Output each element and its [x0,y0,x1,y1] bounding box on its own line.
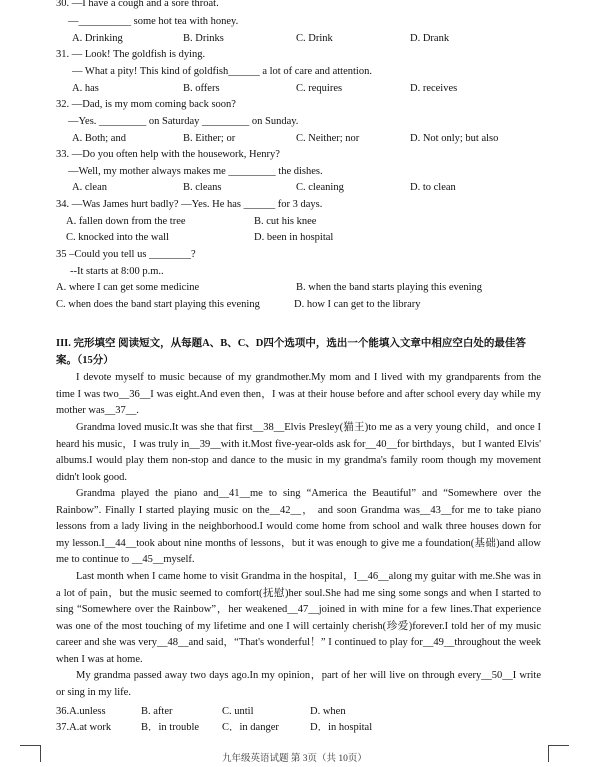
q32-option-c: C. Neither; nor [296,133,360,144]
q33-stem: 33. —Do you often help with the housework, Henry? [56,149,280,160]
passage-paragraph-1: I devote myself to music because of my grandmother.My mom and I lived with my grandparents from the time I was two__36__I was eight.And even then，I was at their house before and after school every day while my mother was__37__. [56,372,541,417]
q33-option-b: B. cleans [183,182,222,193]
q31-stem: 31. — Look! The goldfish is dying. [56,49,206,60]
q35-option-c: C. when does the band start playing this evening [56,299,260,310]
q31-answer-line: — What a pity! This kind of goldfish______ a lot of care and attention. [72,66,372,77]
q34-option-d: D. been in hospital [254,232,334,243]
q34-stem: 34. —Was James hurt badly? —Yes. He has ______ for 3 days. [56,199,323,210]
q30-option-d: D. Drank [410,33,450,44]
q32-option-a: A. Both; and [72,133,126,144]
q33-answer-line: —Well, my mother always makes me _________ the dishes. [68,166,323,177]
page-footer: 九年级英语试题 第 3页（共 10页） [222,754,367,764]
q37-option-d: D．in hospital [310,722,373,733]
q34-option-a: A. fallen down from the tree [66,216,186,227]
q36-option-d: D. when [310,706,346,717]
q30-option-b: B. Drinks [183,33,224,44]
q32-option-d: D. Not only; but also [410,133,499,144]
q35-option-d: D. how I can get to the library [294,299,421,310]
q32-answer-line: —Yes. _________ on Saturday _________ on Sunday. [68,116,299,127]
q33-option-d: D. to clean [410,182,456,193]
q32-stem: 32. —Dad, is my mom coming back soon? [56,99,236,110]
q37-option-b: B．in trouble [141,722,200,733]
section-heading: III. 完形填空 阅读短文，从每题A、B、C、D四个选项中，选出一个能填入文章中相应空白处的最佳答案。（15分） [56,338,526,366]
passage-paragraph-5: My grandma passed away two days ago.In my opinion，part of her will live on through every__50__I write or sing in my life. [56,670,541,698]
passage-paragraph-2: Grandma loved music.It was she that first__38__Elvis Presley(猫王)to me as a very young child，and once I heard his music，I was truly in__39__with it.Most five-year-olds ask for__40__for birthdays，but I wanted Elvis' albums.I would play them non-stop and dance to the music in my grandma's family room though my movement didn't look good. [56,422,541,483]
q34-option-c: C. knocked into the wall [66,232,169,243]
q33-option-a: A. clean [72,182,107,193]
q37-option-c: C．in danger [222,722,279,733]
q30-option-a: A. Drinking [72,33,123,44]
q36-option-b: B. after [141,706,173,717]
q35-stem: 35 –Could you tell us ________? [56,249,196,260]
passage-paragraph-4: Last month when I came home to visit Grandma in the hospital，I__46__along my guitar with me.She was in a lot of pain，but the music seemed to comfort(抚慰)her soul.She had me sing some songs and when I started to sing “Somewhere over the Rainbow”，her weakened__47__joined in with mine for a few lines.That experience was one of the most touching of my lifetime and one I will certainly cherish(珍爱)forever.I told her of my music career and she was very__48__and said，“That's wonderful！” I continued to play for__49__throughout the week when I was at home. [56,571,541,665]
q30-option-c: C. Drink [296,33,333,44]
q31-option-a: A. has [72,83,99,94]
q30-answer-line: —__________ some hot tea with honey. [68,16,239,27]
q34-option-b: B. cut his knee [254,216,317,227]
passage-paragraph-3: Grandma played the piano and__41__me to sing “America the Beautiful” and “Somewhere over the Rainbow”. Finally I started playing music on the__42__， and soon Grandma was__43__for me to take piano lessons from a lady living in the neighborhood.I would come home from school and walk three houses down for my lesson.I__44__took about nine months of lessons，but it was enough to give me a foundation(基础)and allow me to continue to __45__myself. [56,488,541,566]
q31-option-d: D. receives [410,83,458,94]
q37-option-a: 37.A.at work [56,722,112,733]
q35-answer-line: --It starts at 8:00 p.m.. [70,266,164,277]
q33-option-c: C. cleaning [296,182,344,193]
q36-option-a: 36.A.unless [56,706,106,717]
q36-option-c: C. until [222,706,254,717]
q32-option-b: B. Either; or [183,133,236,144]
q35-option-a: A. where I can get some medicine [56,282,200,293]
q31-option-c: C. requires [296,83,343,94]
q30-stem: 30. —I have a cough and a sore throat. [56,0,219,9]
q35-option-b: B. when the band starts playing this evening [296,282,483,293]
q31-option-b: B. offers [183,83,220,94]
